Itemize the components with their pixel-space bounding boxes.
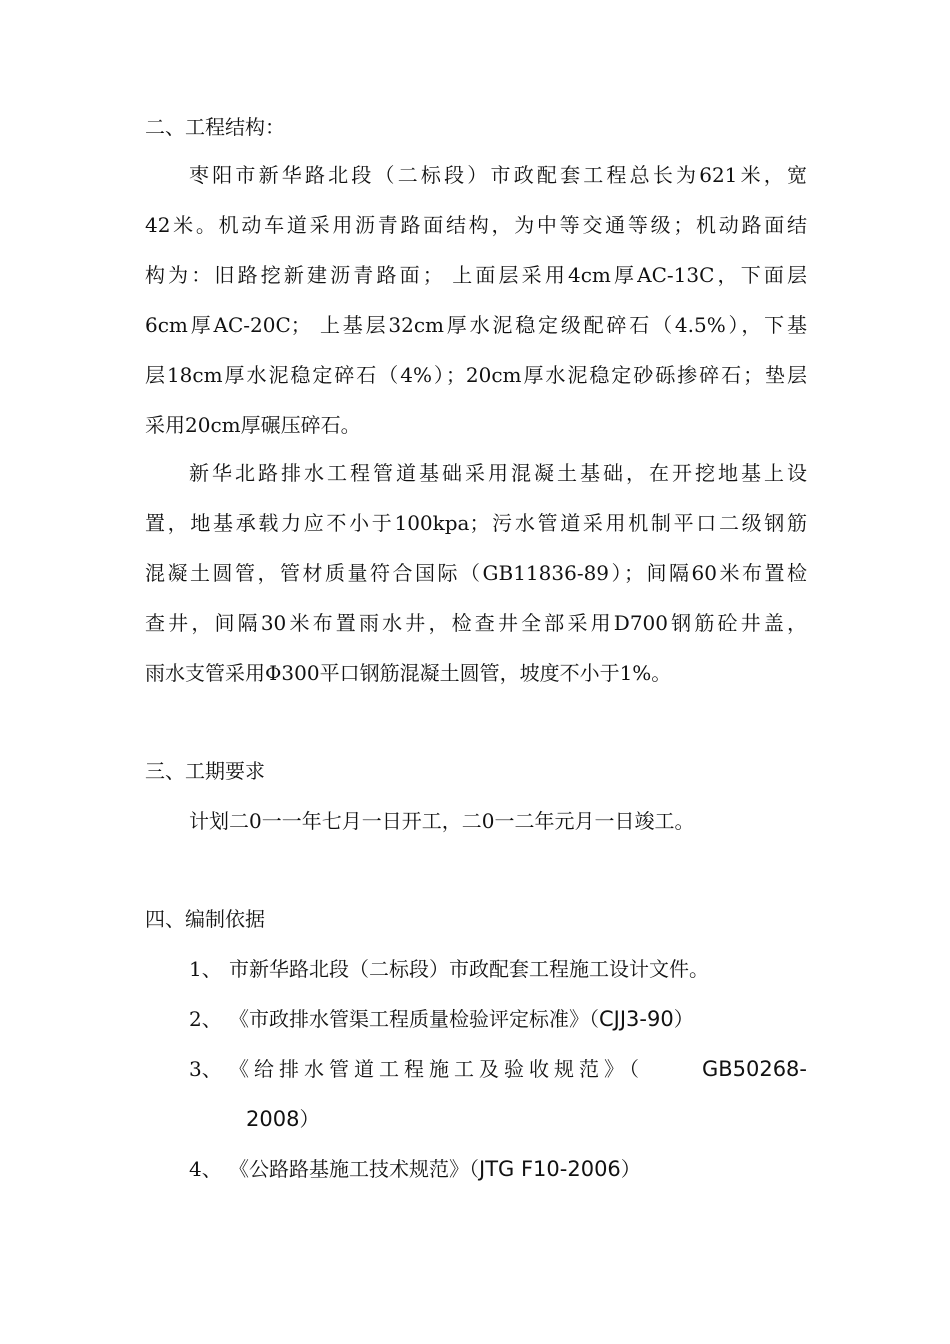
paragraph-line: 雨水支管采用Φ300平口钢筋混凝土圆管，坡度不小于1%。 (145, 661, 672, 685)
list-item (189, 1055, 807, 1083)
list-text: 市新华路北段（二标段）市政配套工程施工设计文件。 (229, 957, 709, 981)
paragraph-line: 构为：旧路挖新建沥青路面； 上面层采用4cm厚AC-13C，下面层 (145, 263, 807, 287)
section-heading-structure: 二、工程结构： (145, 115, 285, 139)
standard-code-year: 2008 (246, 1107, 300, 1131)
close-paren: ） (299, 1107, 320, 1131)
list-item-continuation (246, 1105, 319, 1133)
paragraph-line: 6cm厚AC-20C； 上基层32cm厚水泥稳定级配碎石（4.5%），下基 (145, 313, 807, 337)
paragraph-line: 新华北路排水工程管道基础采用混凝土基础，在开挖地基上设 (189, 461, 807, 485)
schedule-text: 计划二0一一年七月一日开工，二0一二年元月一日竣工。 (189, 809, 695, 833)
standard-code: GB50268- (701, 1057, 807, 1081)
list-number: 3、 (189, 1057, 222, 1081)
list-item (189, 955, 709, 983)
list-text: 《给排水管道工程施工及验收规范》（ (229, 1057, 644, 1081)
list-number: 1、 (189, 957, 222, 981)
list-number: 4、 (189, 1157, 222, 1181)
list-text: 《市政排水管渠工程质量检验评定标准》（ (229, 1007, 599, 1031)
paragraph-line: 混凝土圆管，管材质量符合国际（GB11836-89）；间隔60米布置检 (145, 561, 807, 585)
section-heading-schedule: 三、工期要求 (145, 759, 265, 783)
paragraph-line: 层18cm厚水泥稳定碎石（4%）；20cm厚水泥稳定砂砾掺碎石；垫层 (145, 363, 807, 387)
paragraph-line: 枣阳市新华路北段（二标段）市政配套工程总长为621米，宽 (189, 163, 807, 187)
paragraph-line: 42米。机动车道采用沥青路面结构，为中等交通等级；机动路面结 (145, 213, 807, 237)
list-item (189, 1155, 641, 1183)
paragraph-line: 采用20cm厚碾压碎石。 (145, 413, 361, 437)
section-heading-basis: 四、编制依据 (145, 907, 265, 931)
list-item (189, 1005, 694, 1033)
standard-code: CJJ3-90 (599, 1007, 674, 1031)
standard-code: JTG F10-2006 (479, 1157, 621, 1181)
paragraph-line: 置，地基承载力应不小于100kpa；污水管道采用机制平口二级钢筋 (145, 511, 807, 535)
list-number: 2、 (189, 1007, 222, 1031)
close-paren: ） (673, 1007, 694, 1031)
close-paren: ） (620, 1157, 641, 1181)
list-text: 《公路路基施工技术规范》（ (229, 1157, 479, 1181)
paragraph-line: 查井，间隔30米布置雨水井，检查井全部采用D700钢筋砼井盖， (145, 611, 807, 635)
